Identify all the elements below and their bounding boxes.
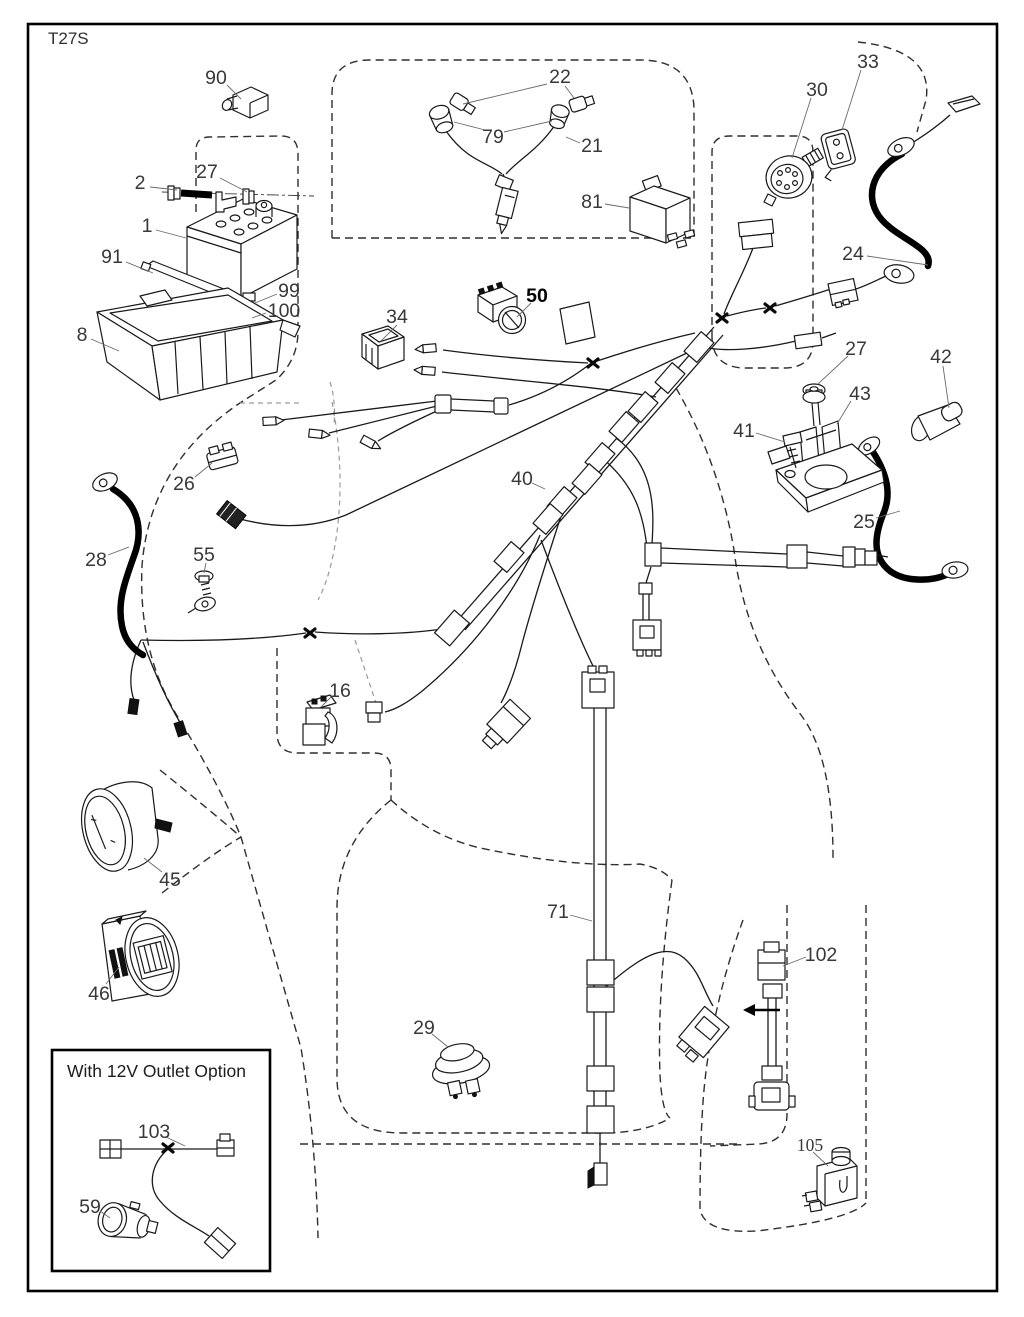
part-label-22: 22	[549, 66, 571, 88]
part-label-40: 40	[511, 468, 533, 490]
part-label-1: 1	[141, 215, 153, 237]
part-label-26: 26	[173, 473, 195, 495]
headlight-connector	[492, 187, 518, 235]
decal-plate	[560, 302, 595, 344]
part-label-91: 91	[101, 246, 123, 268]
part-label-105: 105	[796, 1135, 824, 1155]
bullet-terminal	[128, 699, 139, 715]
leader-line-27a	[220, 178, 247, 192]
leader-line-27b	[818, 356, 848, 384]
diagram-code: T27S	[48, 29, 89, 48]
tube-connector	[435, 395, 508, 414]
option-box-title: With 12V Outlet Option	[67, 1061, 246, 1081]
console-connector	[738, 219, 773, 249]
leader-line-40	[532, 483, 545, 489]
direction-arrow	[743, 1004, 755, 1016]
option-box	[52, 1050, 270, 1271]
part-label-43: 43	[849, 383, 871, 405]
main-wire-harness	[435, 327, 723, 646]
bulb-socket	[428, 103, 456, 135]
stem-connector	[633, 583, 661, 656]
battery-cables	[90, 96, 980, 737]
part-label-45: 45	[159, 869, 181, 891]
rocker-switch	[362, 326, 404, 369]
part-label-30: 30	[806, 79, 828, 101]
connector-block-90	[221, 87, 268, 118]
leader-line-41	[756, 433, 785, 442]
battery-bolt	[168, 186, 236, 212]
leader-line-71	[570, 915, 592, 921]
part-label-50: 50	[526, 285, 548, 307]
ammeter	[74, 782, 172, 877]
seat-switch	[427, 1038, 495, 1104]
screw-and-terminal	[188, 571, 217, 613]
chassis-ground-cable	[113, 489, 143, 655]
blade-terminal	[360, 435, 382, 452]
part-label-8: 8	[76, 324, 88, 346]
leader-line-26	[195, 463, 212, 477]
terminal-boot-42	[908, 400, 964, 443]
part-label-59: 59	[79, 1196, 101, 1218]
blade-terminal	[309, 429, 331, 439]
part-label-46: 46	[88, 983, 110, 1005]
part-label-29: 29	[413, 1017, 435, 1039]
part-label-71: 71	[547, 901, 569, 923]
leader-line-79	[454, 122, 485, 130]
leader-line-28	[108, 547, 129, 555]
leader-line-33	[842, 70, 861, 130]
starter-solenoid	[768, 402, 884, 512]
part-label-55: 55	[193, 544, 215, 566]
small-connector	[366, 702, 382, 722]
part-label-41: 41	[733, 420, 755, 442]
inline-fuse-row	[645, 543, 888, 568]
relay	[630, 176, 695, 248]
part-label-99: 99	[278, 280, 300, 302]
angled-connector	[477, 699, 531, 754]
part-label-2: 2	[134, 172, 146, 194]
part-label-42: 42	[930, 346, 952, 368]
part-label-81: 81	[581, 191, 603, 213]
leader-line-24	[867, 256, 928, 265]
leader-line-42	[943, 366, 949, 408]
bullet-terminal	[174, 721, 187, 737]
blade-terminal	[414, 366, 436, 375]
part-label-100: 100	[267, 300, 301, 322]
part-label-102: 102	[804, 944, 838, 966]
headlight-harness	[428, 92, 596, 235]
bulb-socket	[547, 103, 570, 130]
part-label-16: 16	[329, 680, 351, 702]
interlock-switch	[303, 695, 337, 745]
part-label-103: 103	[137, 1121, 171, 1143]
ring-terminal	[883, 263, 916, 286]
part-label-79: 79	[482, 126, 504, 148]
seat-harness	[582, 666, 614, 1188]
part-label-90: 90	[205, 67, 227, 89]
faded-outlines	[240, 382, 376, 703]
leader-line-21	[566, 137, 580, 143]
positive-battery-cable	[872, 154, 929, 266]
leader-line-22	[463, 84, 547, 104]
fuse	[205, 442, 239, 471]
inline-connector-right	[828, 279, 859, 309]
flange-nut-27	[803, 384, 825, 403]
part-label-24: 24	[842, 243, 864, 265]
blade-terminal	[263, 416, 284, 425]
part-label-21: 21	[581, 135, 603, 157]
part-label-33: 33	[857, 51, 879, 73]
part-label-27b: 27	[845, 338, 867, 360]
part-label-28: 28	[85, 549, 107, 571]
part-label-34: 34	[386, 306, 408, 328]
headlight-bulb	[449, 92, 477, 116]
leader-line-79	[504, 121, 552, 132]
part-label-25: 25	[853, 511, 875, 533]
part-label-27a: 27	[196, 161, 218, 183]
leader-line-30	[792, 98, 811, 158]
key-light-switch	[478, 282, 526, 333]
leader-line-81	[605, 204, 629, 208]
hour-meter	[102, 911, 187, 1002]
angled-connector	[672, 1006, 729, 1065]
leader-line-1	[156, 230, 186, 238]
flag-terminal	[948, 96, 980, 112]
inline-connector-small	[794, 332, 822, 348]
ring-terminal	[941, 560, 969, 579]
blade-terminal	[415, 344, 437, 354]
solenoid-valve	[802, 1148, 857, 1212]
dark-connector	[217, 501, 246, 529]
